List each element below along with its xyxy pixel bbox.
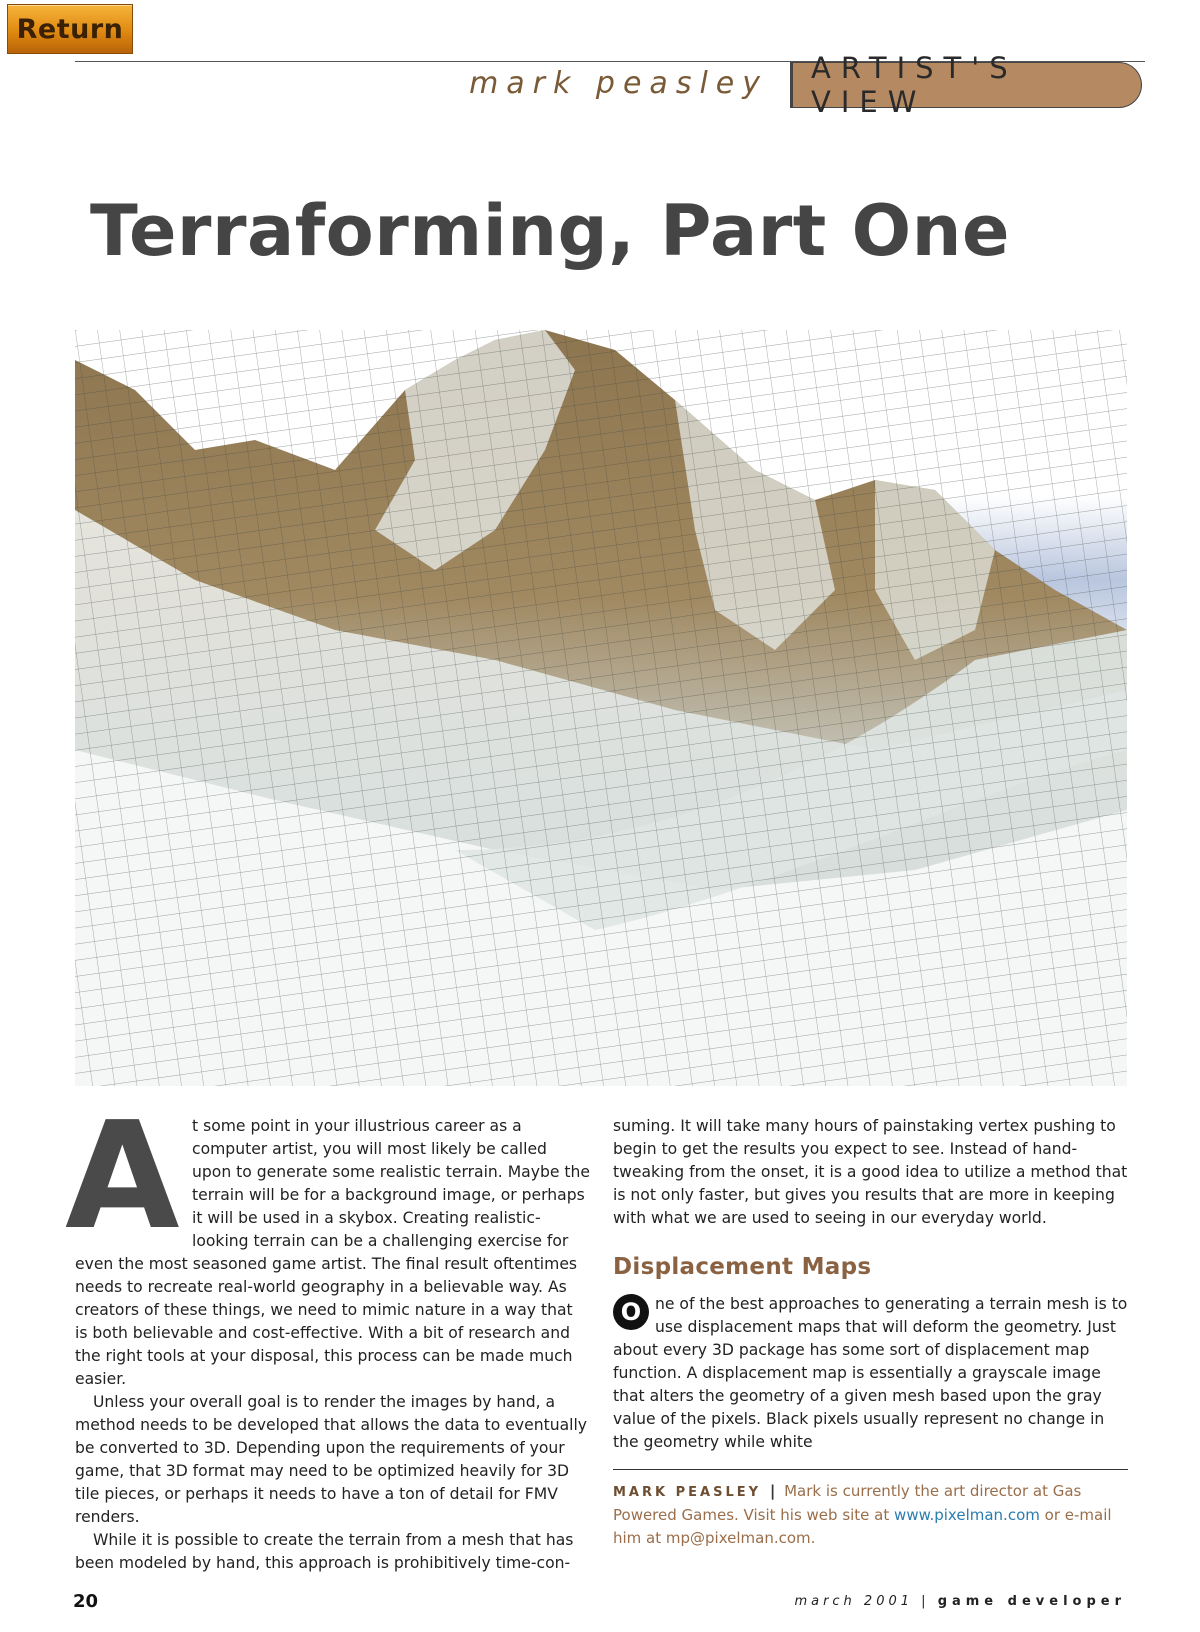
column-label: ARTIST'S VIEW [811,51,1018,119]
return-button[interactable]: Return [7,4,133,54]
paragraph: ne of the best approaches to generating a terrain mesh is to use displacement maps that will deform the geometry. Just about every 3D package has some sort of displacement map function. A displacement map is essentially a grayscale image that alters the geometry of a given mesh based upon the gray value of the pixels. Black pixels usually represent no change in the geometry while white [613,1295,1128,1451]
right-column [613,1115,1128,1550]
website-link[interactable]: www.pixelman.com [894,1506,1040,1524]
paragraph: suming. It will take many hours of painstaking vertex pushing to begin to get the results you expect to see. Instead of hand-tweaking from the onset, it is a good idea to utilize a method that is not only faster, but gives you results that are more in keeping with what we are used to seeing in our everyday world. [613,1117,1128,1227]
magazine-name: game developer [937,1594,1126,1609]
drop-cap-o-letter: O [620,1297,642,1326]
column-tab [790,51,1142,119]
bio-text: Mark is currently the art director at Gas Powered Games. Visit his web site at [613,1482,1082,1524]
issue-date: march 2001 [794,1594,914,1609]
footer-issue [794,1594,1126,1609]
hero-terrain-image [75,330,1127,1086]
author-name: mark peasley [469,66,768,101]
intro-paragraph: t some point in your illustrious career as a computer artist, you will most likely be called upon to generate some realistic terrain. Maybe the terrain will be for a background image, or perhaps it will be used in a skybox. Creating realistic-looking terrain can be a challenging exercise for even the most seasoned game artist. The final result oftentimes needs to recreate real-world geography in a believable way. As creators of these things, we need to mimic nature in a way that is both believable and cost-effective. With a bit of research and the right tools at your disposal, this process can be made much easier. [75,1117,590,1388]
bio-text-end: or e-mail him at mp@pixelman.com. [613,1506,1112,1547]
author-bio [613,1480,1128,1550]
section-heading: Displacement Maps [613,1254,872,1280]
footer-separator: | [921,1594,930,1609]
paragraph: Unless your overall goal is to render the images by hand, a method needs to be developed that allows the data to eventually be converted to 3D. Depending upon the requirements of your game, that 3D format may need to be optimized heavily for 3D tile pieces, or perhaps it needs to have a ton of detail for FMV renders. [75,1393,588,1526]
bio-author-name: MARK PEASLEY [613,1485,762,1500]
bio-rule [613,1469,1128,1470]
paragraph: While it is possible to create the terrain from a mesh that has been modeled by hand, this approach is prohibitively time-con- [75,1531,574,1572]
left-column [65,1090,590,1575]
drop-cap-a: A [65,1090,180,1262]
page-number: 20 [73,1591,99,1612]
bio-separator: | [769,1482,776,1500]
drop-cap-o [613,1294,649,1330]
article-title: Terraforming, Part One [90,190,1010,272]
